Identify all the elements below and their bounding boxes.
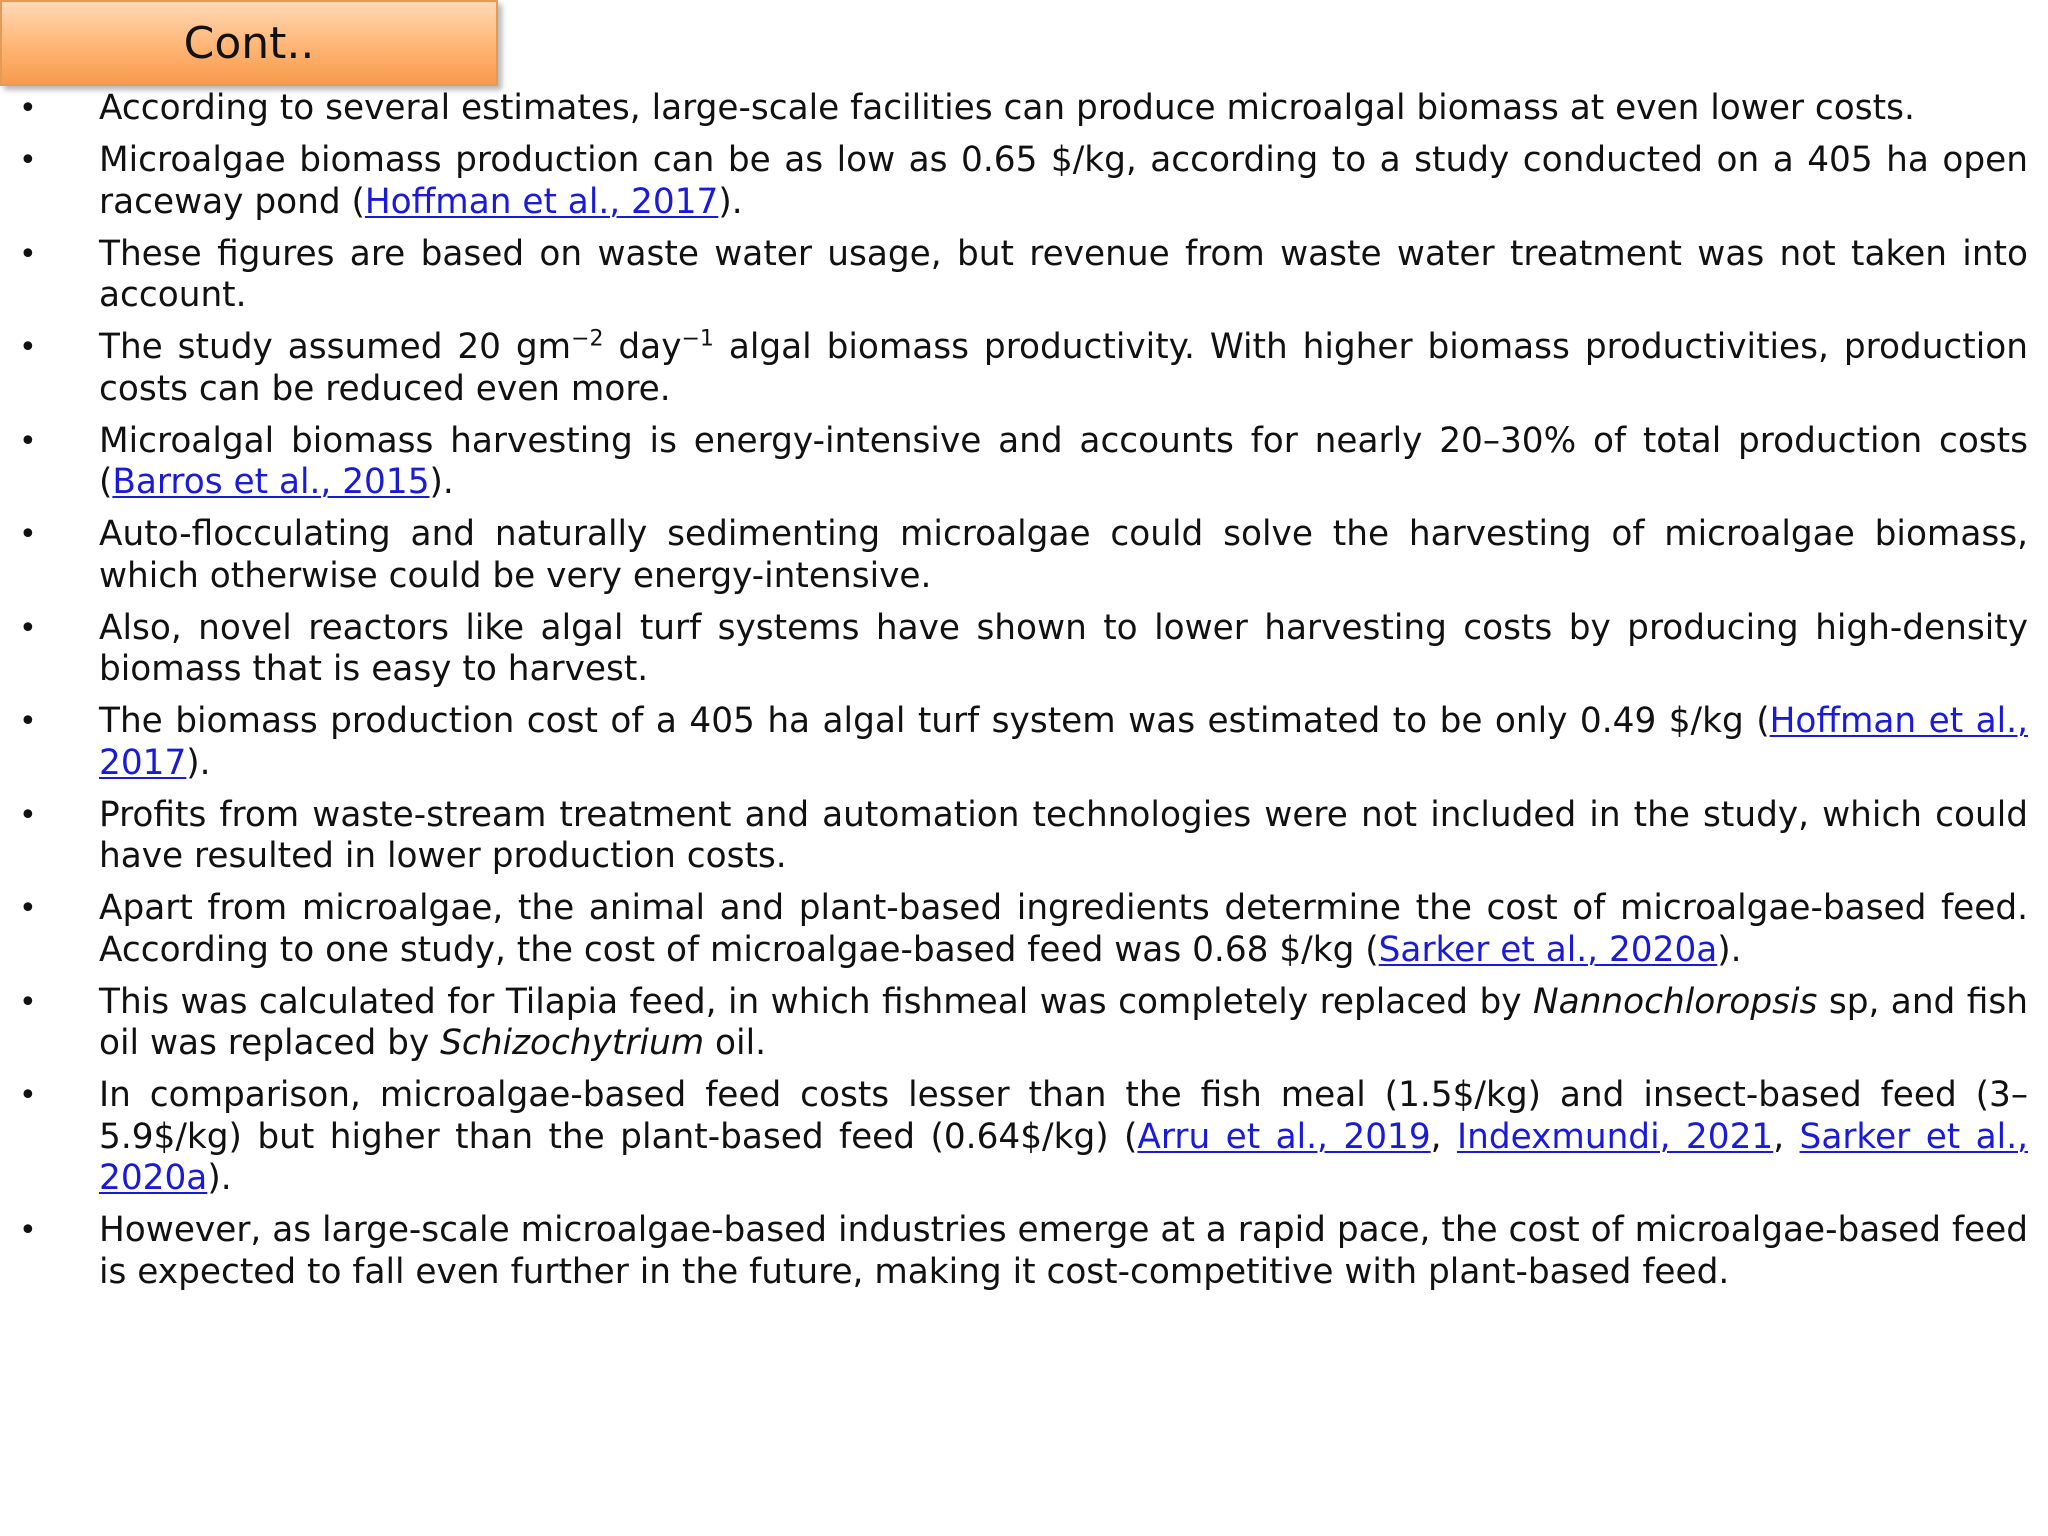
bullet-item — [0, 795, 2048, 878]
bullet-item — [0, 140, 2048, 223]
bullet-text: According to several estimates, large-scale facilities can produce microalgal biomass at even lower costs. — [99, 88, 1915, 128]
bullet-dot-icon: • — [19, 984, 37, 1020]
bullet-item — [0, 888, 2048, 971]
bullet-text: In comparison, microalgae-based feed costs lesser than the fish meal (1.5$/kg) and insect-based feed (3–5.9$/kg) but higher than the plant-based feed (0.64$/kg) ( — [99, 1075, 2028, 1157]
bullet-dot-icon: • — [19, 236, 37, 272]
bullet-dot-icon: • — [19, 704, 37, 739]
species-name: Schizochytrium — [440, 1023, 705, 1063]
bullet-text: , — [1430, 1116, 1457, 1157]
bullet-text: sp, and fish oil was replaced by — [99, 981, 2028, 1063]
bullet-text: Auto-flocculating and naturally sedimenting microalgae could solve the harvesting of microalgae biomass, which otherwise could be very energy-intensive. — [99, 514, 2028, 596]
bullet-item — [0, 327, 2048, 410]
bullet-text: day — [603, 327, 682, 367]
bullet-text: ). — [1717, 929, 1742, 970]
bullet-text: However, as large-scale microalgae-based industries emerge at a rapid pace, the cost of microalgae-based feed is expected to fall even further in the future, making it cost-competitive with plant-based feed. — [99, 1210, 2028, 1292]
bullet-text: Profits from waste-stream treatment and automation technologies were not included in the study, which could have resulted in lower production costs. — [99, 794, 2028, 876]
bullet-item — [0, 1210, 2048, 1293]
citation-link[interactable]: Sarker et al., 2020a — [1378, 929, 1718, 970]
bullet-dot-icon: • — [19, 610, 37, 646]
bullet-list — [0, 88, 2048, 1304]
bullet-dot-icon: • — [19, 91, 37, 126]
bullet-text: ). — [429, 462, 454, 502]
bullet-text: ). — [186, 742, 211, 783]
bullet-item — [0, 234, 2048, 317]
bullet-text: Apart from microalgae, the animal and plant-based ingredients determine the cost of microalgae-based feed. According to one study, the cost of microalgae-based feed was 0.68 $/kg ( — [99, 888, 2028, 970]
bullet-item — [0, 701, 2048, 784]
bullet-dot-icon: • — [19, 1213, 37, 1248]
bullet-item — [0, 421, 2048, 504]
bullet-text: Microalgal biomass harvesting is energy-intensive and accounts for nearly 20–30% of total production costs ( — [99, 420, 2028, 502]
citation-link[interactable]: Hoffman et al., 2017 — [364, 181, 719, 222]
bullet-dot-icon: • — [19, 517, 37, 552]
citation-link[interactable]: Sarker et al., 2020a — [99, 1116, 2029, 1198]
bullet-dot-icon: • — [19, 330, 37, 365]
bullet-text: The biomass production cost of a 405 ha algal turf system was estimated to be only 0.49 $/kg ( — [99, 701, 1770, 741]
species-name: Nannochloropsis — [1533, 981, 1818, 1022]
bullet-text: ). — [207, 1158, 232, 1198]
bullet-text: Also, novel reactors like algal turf systems have shown to lower harvesting costs by producing high-density biomass that is easy to harvest. — [99, 607, 2028, 689]
bullet-item — [0, 982, 2048, 1065]
citation-link[interactable]: Hoffman et al., 2017 — [99, 701, 2028, 783]
bullet-text: algal biomass productivity. With higher biomass productivities, production costs can be reduced even more. — [99, 327, 2028, 409]
superscript: −1 — [681, 326, 714, 352]
bullet-text: These figures are based on waste water usage, but revenue from waste water treatment was not taken into account. — [99, 233, 2028, 315]
bullet-dot-icon: • — [19, 797, 37, 833]
bullet-text: This was calculated for Tilapia feed, in which fishmeal was completely replaced by — [99, 981, 1534, 1022]
bullet-dot-icon: • — [19, 891, 37, 926]
bullet-text: , — [1773, 1116, 1800, 1157]
bullet-item — [0, 88, 2048, 130]
bullet-text: The study assumed 20 gm — [99, 327, 572, 367]
bullet-item — [0, 608, 2048, 691]
bullet-dot-icon: • — [19, 1078, 37, 1113]
citation-link[interactable]: Barros et al., 2015 — [112, 462, 430, 502]
bullet-dot-icon: • — [19, 143, 37, 178]
citation-link[interactable]: Arru et al., 2019 — [1137, 1116, 1431, 1157]
bullet-text: Microalgae biomass production can be as low as 0.65 $/kg, according to a study conducted on a 405 ha open raceway pond ( — [99, 140, 2028, 222]
slide-title-box — [0, 0, 498, 86]
bullet-item — [0, 514, 2048, 597]
slide-title: Cont.. — [183, 17, 315, 69]
bullet-text: ). — [718, 181, 743, 222]
bullet-text: oil. — [704, 1023, 767, 1063]
bullet-dot-icon: • — [19, 423, 37, 459]
bullet-item — [0, 1075, 2048, 1200]
citation-link[interactable]: Indexmundi, 2021 — [1457, 1116, 1774, 1157]
superscript: −2 — [571, 326, 604, 352]
